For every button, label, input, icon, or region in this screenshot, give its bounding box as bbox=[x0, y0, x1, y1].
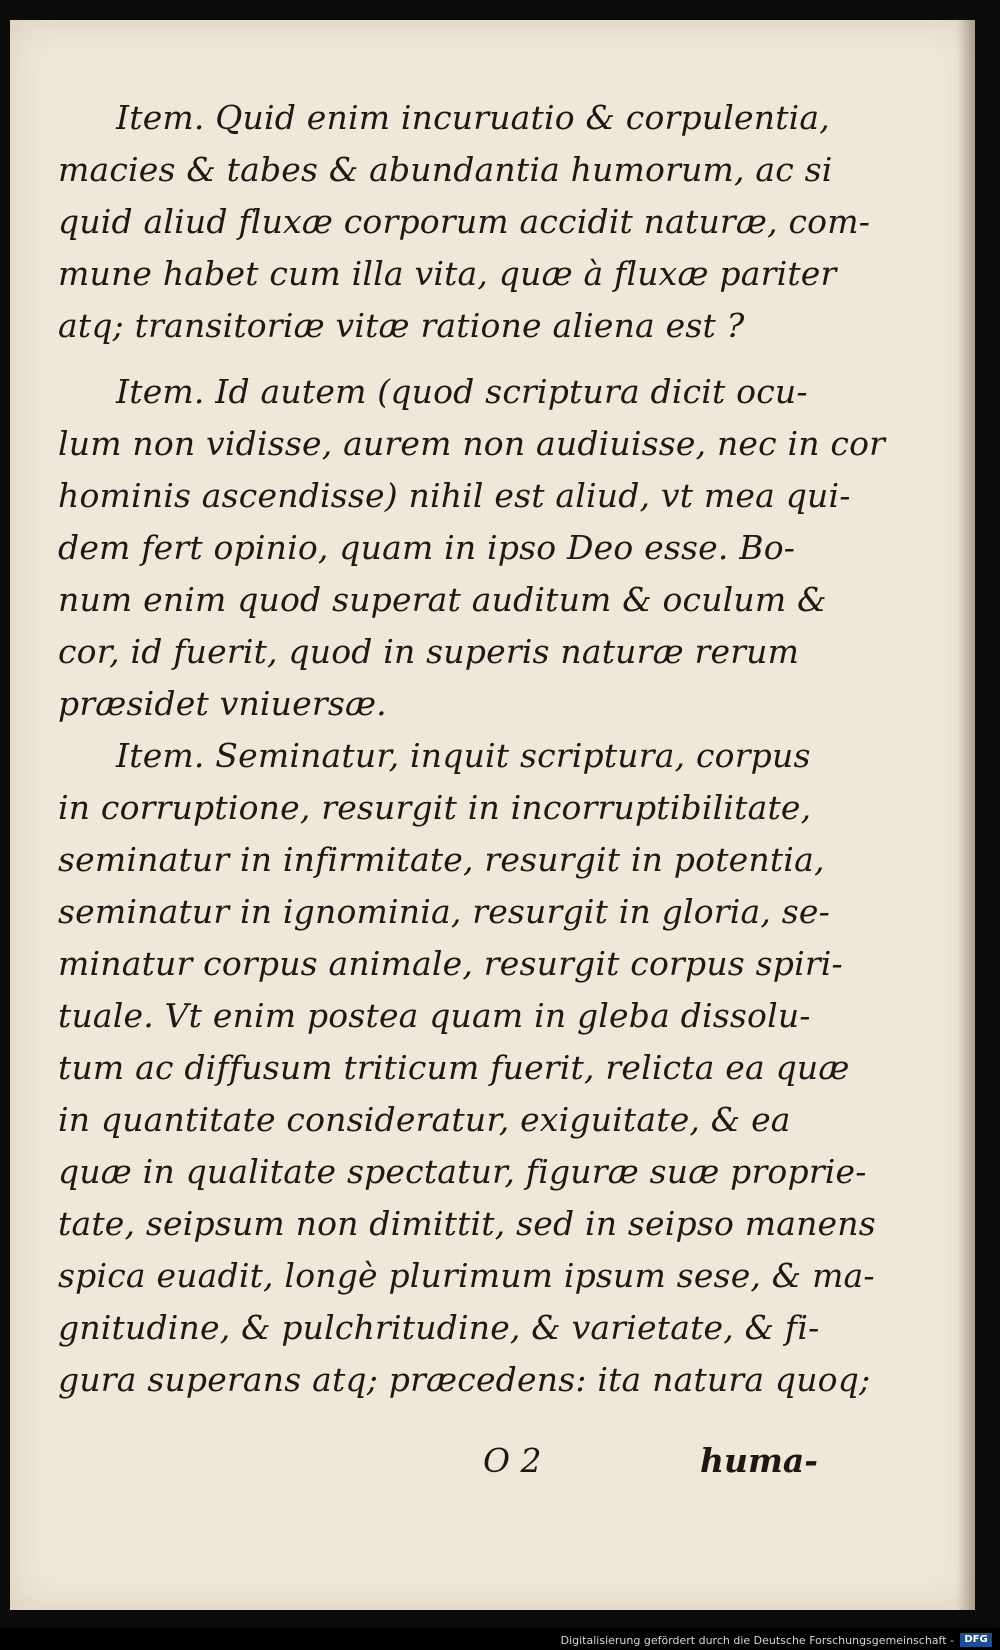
dfg-logo-icon: DFG bbox=[960, 1633, 992, 1647]
text-line: seminatur in infirmitate, resurgit in potentia, bbox=[58, 840, 825, 879]
text-line: spica euadit, longè plurimum ipsum sese, & ma- bbox=[58, 1256, 875, 1295]
paragraph-2 bbox=[58, 366, 886, 730]
text-line: lum non vidisse, aurem non audiuisse, nec in cor bbox=[58, 424, 886, 463]
text-line: in corruptione, resurgit in incorruptibilitate, bbox=[58, 788, 812, 827]
text-line: hominis ascendisse) nihil est aliud, vt mea qui- bbox=[58, 476, 851, 515]
text-line: macies & tabes & abundantia humorum, ac si bbox=[58, 150, 833, 189]
digitization-credit-bar bbox=[0, 1628, 1000, 1650]
credit-text: Digitalisierung gefördert durch die Deutsche Forschungsgemeinschaft - bbox=[560, 1634, 954, 1647]
text-line: Item. Id autem (quod scriptura dicit ocu- bbox=[116, 372, 808, 411]
text-line: præsidet vniuersæ. bbox=[58, 684, 387, 723]
page-edge-shadow bbox=[957, 20, 975, 1610]
text-line: atq; transitoriæ vitæ ratione aliena est ? bbox=[58, 306, 745, 345]
text-line: dem fert opinio, quam in ipso Deo esse. Bo- bbox=[58, 528, 796, 567]
page-footer bbox=[58, 1435, 818, 1487]
text-line: tuale. Vt enim postea quam in gleba dissolu- bbox=[58, 996, 811, 1035]
text-line: in quantitate consideratur, exiguitate, & ea bbox=[58, 1100, 791, 1139]
text-line: num enim quod superat auditum & oculum & bbox=[58, 580, 827, 619]
book-page bbox=[10, 20, 975, 1610]
text-line: gnitudine, & pulchritudine, & varietate, & fi- bbox=[58, 1308, 820, 1347]
text-line: minatur corpus animale, resurgit corpus spiri- bbox=[58, 944, 843, 983]
text-line: quæ in qualitate spectatur, figuræ suæ proprie- bbox=[58, 1152, 867, 1191]
text-line: cor, id fuerit, quod in superis naturæ rerum bbox=[58, 632, 800, 671]
text-line: mune habet cum illa vita, quæ à fluxæ pariter bbox=[58, 254, 837, 293]
catchword: huma- bbox=[700, 1441, 818, 1480]
text-line: Item. Quid enim incuruatio & corpulentia, bbox=[116, 98, 830, 137]
text-line: tate, seipsum non dimittit, sed in seipso manens bbox=[58, 1204, 876, 1243]
text-line: gura superans atq; præcedens: ita natura quoq; bbox=[58, 1360, 871, 1399]
text-line: Item. Seminatur, inquit scriptura, corpus bbox=[116, 736, 811, 775]
body-text bbox=[58, 92, 886, 1406]
signature-mark: O 2 bbox=[483, 1441, 542, 1480]
paragraph-1 bbox=[58, 92, 871, 352]
text-line: seminatur in ignominia, resurgit in gloria, se- bbox=[58, 892, 830, 931]
text-line: tum ac diffusum triticum fuerit, relicta ea quæ bbox=[58, 1048, 850, 1087]
paragraph-3 bbox=[58, 730, 876, 1406]
paragraph-spacer bbox=[58, 352, 818, 366]
text-line: quid aliud fluxæ corporum accidit naturæ, com- bbox=[58, 202, 871, 241]
